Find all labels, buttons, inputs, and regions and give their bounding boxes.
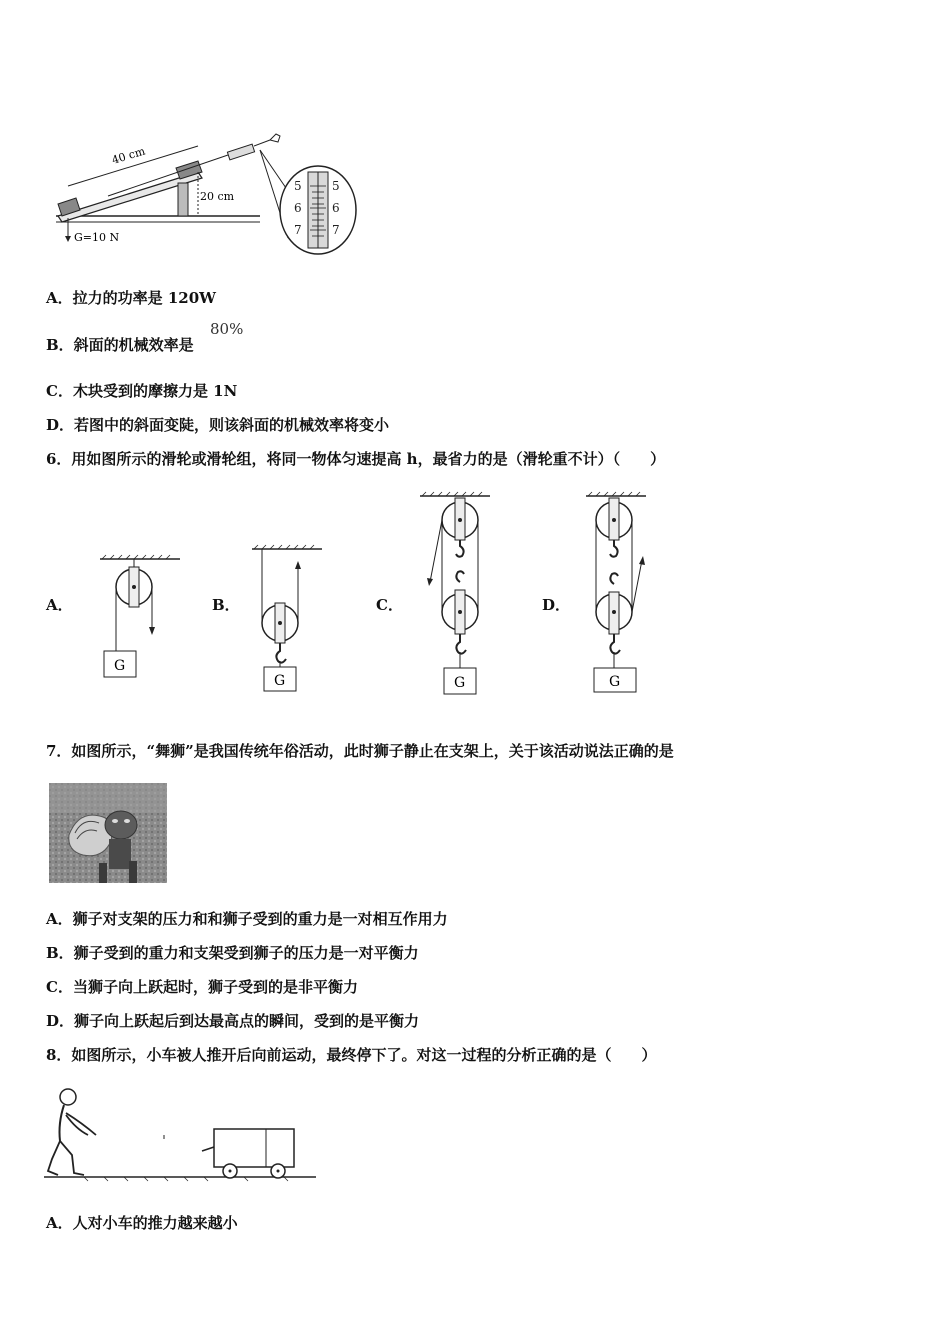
- q6-label-d: D．: [542, 596, 571, 614]
- q5-option-b-value: 80%: [210, 320, 244, 338]
- scale-tick-5-right: 5: [332, 179, 340, 193]
- q5-option-b: B．斜面的机械效率是: [46, 336, 194, 354]
- lion-dance-photo: [49, 783, 167, 883]
- pulley-d-figure: [580, 488, 670, 698]
- scale-tick-5-left: 5: [294, 179, 302, 193]
- q7-option-d: D．狮子向上跃起后到达最高点的瞬间，受到的是平衡力: [46, 1012, 420, 1030]
- incline-length-label: 40 cm: [110, 144, 147, 167]
- pulley-a-figure: [98, 555, 188, 685]
- scale-tick-6-left: 6: [294, 201, 302, 215]
- q7-stem: 7．如图所示，“舞狮”是我国传统年俗活动，此时狮子静止在支架上，关于该活动说法正确的是: [46, 742, 674, 760]
- push-cart-figure: [44, 1085, 324, 1185]
- scale-tick-7-left: 7: [294, 223, 302, 237]
- pulley-d-weight-label: G: [609, 674, 621, 690]
- q6-label-b: B．: [212, 596, 240, 614]
- q7-option-b: B．狮子受到的重力和支架受到狮子的压力是一对平衡力: [46, 944, 419, 962]
- incline-figure: [48, 128, 368, 258]
- q8-stem: 8．如图所示，小车被人推开后向前运动，最终停下了。对这一过程的分析正确的是（ ）: [46, 1046, 657, 1064]
- q5-option-a: A．拉力的功率是 120W: [46, 289, 217, 307]
- q8-option-a: A．人对小车的推力越来越小: [46, 1214, 238, 1232]
- q6-label-c: C．: [376, 596, 403, 614]
- q5-option-c: C．木块受到的摩擦力是 1N: [46, 382, 238, 400]
- q7-option-a: A．狮子对支架的压力和和狮子受到的重力是一对相互作用力: [46, 910, 448, 928]
- q7-option-c: C．当狮子向上跃起时，狮子受到的是非平衡力: [46, 978, 358, 996]
- pulley-c-weight-label: G: [454, 675, 466, 691]
- pulley-b-weight-label: G: [274, 673, 286, 689]
- pulley-a-weight-label: G: [114, 658, 126, 674]
- scale-tick-7-right: 7: [332, 223, 340, 237]
- incline-height-label: 20 cm: [200, 190, 235, 203]
- q5-option-d: D．若图中的斜面变陡，则该斜面的机械效率将变小: [46, 416, 390, 434]
- weight-label: G=10 N: [74, 231, 120, 244]
- q6-stem: 6．用如图所示的滑轮或滑轮组，将同一物体匀速提高 h，最省力的是（滑轮重不计）（ ）: [46, 450, 666, 468]
- q6-label-a: A．: [46, 596, 73, 614]
- scale-tick-6-right: 6: [332, 201, 340, 215]
- pulley-b-figure: [252, 543, 342, 693]
- pulley-c-figure: [416, 490, 506, 700]
